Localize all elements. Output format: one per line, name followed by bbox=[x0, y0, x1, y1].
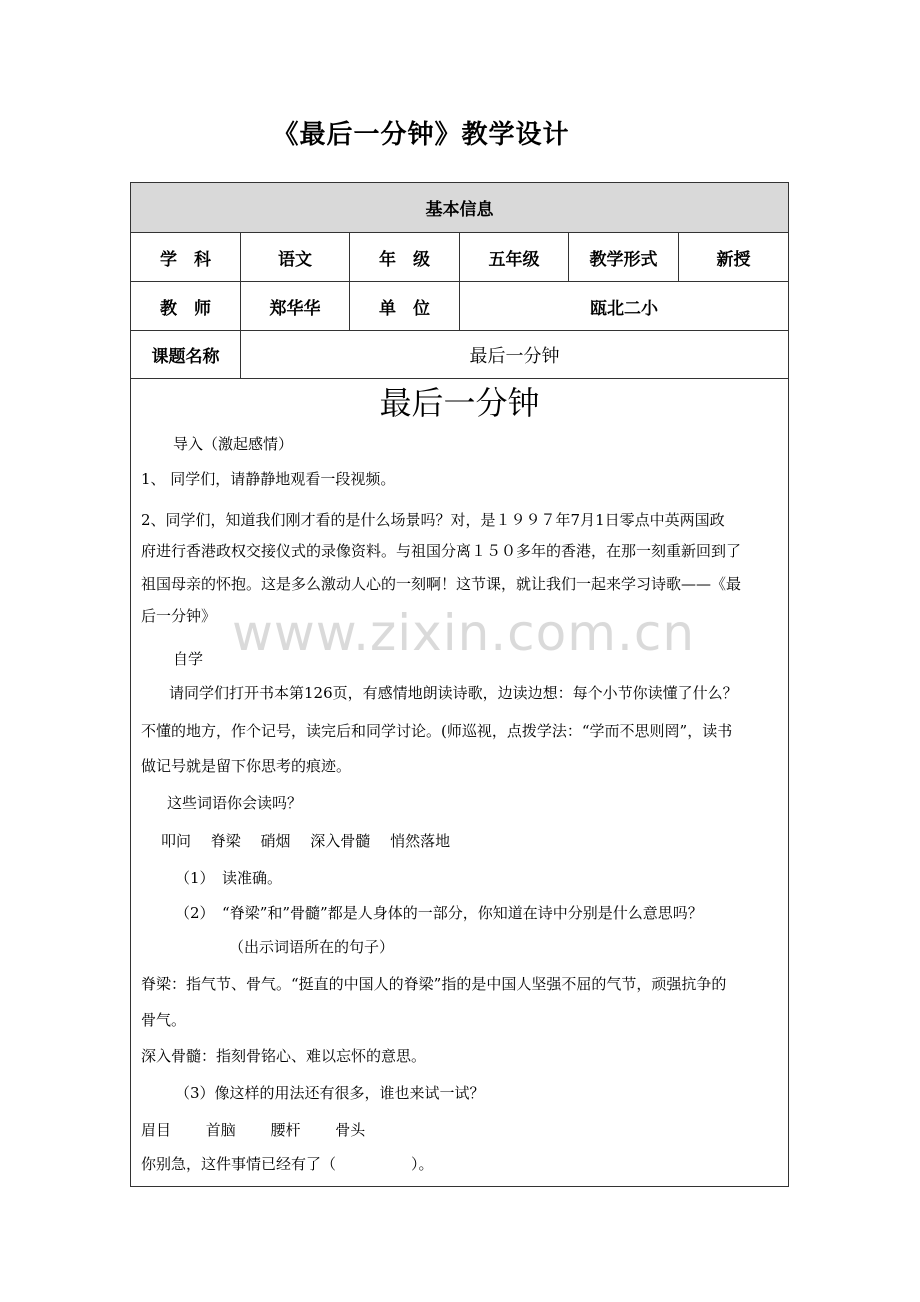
teacher-unit-row bbox=[131, 282, 788, 331]
form-label: 教学形式 bbox=[569, 233, 679, 281]
content-line: 1、 同学们，请静静地观看一段视频。 bbox=[141, 470, 396, 488]
content-line: 祖国母亲的怀抱。这是多么激动人心的一刻啊！这节课，就让我们一起来学习诗歌——《最 bbox=[141, 575, 742, 593]
document-title: 《最后一分钟》教学设计 bbox=[272, 120, 570, 150]
teacher-label: 教 师 bbox=[131, 282, 241, 330]
content-line: 脊梁：指气节、骨气。“挺直的中国人的脊梁”指的是中国人坚强不屈的气节，顽强抗争的 bbox=[141, 975, 727, 993]
subject-value: 语文 bbox=[241, 233, 350, 281]
watermark: www.zixin.com.cn bbox=[232, 604, 696, 662]
content-line: 不懂的地方，作个记号，读完后和同学讨论。(师巡视，点拨学法：“学而不思则罔”，读书 bbox=[141, 722, 733, 740]
lesson-title: 最后一分钟 bbox=[379, 384, 540, 422]
content-line: 眉目 首脑 腰杆 骨头 bbox=[141, 1121, 366, 1139]
unit-value: 瓯北二小 bbox=[590, 298, 658, 319]
content-line: （1） 读准确。 bbox=[175, 869, 283, 887]
form-value: 新授 bbox=[716, 249, 751, 270]
subject-grade-row bbox=[131, 233, 788, 282]
content-line: 导入（激起感情） bbox=[173, 435, 294, 453]
info-header: 基本信息 bbox=[425, 200, 494, 220]
teacher-value: 郑华华 bbox=[241, 282, 350, 330]
content-line: 自学 bbox=[173, 650, 204, 668]
info-header-row bbox=[131, 183, 788, 233]
unit-label: 单 位 bbox=[350, 282, 460, 330]
topic-row bbox=[131, 331, 788, 379]
content-line: 2、同学们，知道我们刚才看的是什么场景吗？对，是１９９７年7月1日零点中英两国政 bbox=[141, 511, 725, 529]
content-line: 这些词语你会读吗？ bbox=[167, 794, 303, 812]
topic-value: 最后一分钟 bbox=[469, 345, 560, 367]
subject-label: 学 科 bbox=[131, 233, 241, 281]
content-line: 请同学们打开书本第126页，有感情地朗读诗歌，边读边想：每个小节你读懂了什么？ bbox=[169, 684, 738, 702]
content-line: （3）像这样的用法还有很多，谁也来试一试？ bbox=[175, 1084, 485, 1102]
content-line: 做记号就是留下你思考的痕迹。 bbox=[141, 757, 352, 775]
content-line: 府进行香港政权交接仪式的录像资料。与祖国分离１５０多年的香港，在那一刻重新回到了 bbox=[141, 542, 742, 560]
content-line: （出示词语所在的句子） bbox=[229, 938, 395, 956]
grade-value: 五年级 bbox=[460, 233, 569, 281]
topic-label: 课题名称 bbox=[131, 331, 241, 378]
content-line: （2） “脊梁”和”骨髓”都是人身体的一部分，你知道在诗中分别是什么意思吗？ bbox=[175, 904, 703, 922]
lesson-plan-table bbox=[130, 182, 789, 1187]
content-line: 你别急，这件事情已经有了（ ）。 bbox=[141, 1155, 434, 1173]
content-line: 后一分钟》 bbox=[141, 607, 217, 625]
grade-label: 年 级 bbox=[350, 233, 460, 281]
content-line: 骨气。 bbox=[141, 1011, 187, 1029]
lesson-content bbox=[131, 379, 788, 1186]
content-line: 叩问 脊梁 硝烟 深入骨髓 悄然落地 bbox=[161, 832, 451, 850]
content-line: 深入骨髓：指刻骨铭心、难以忘怀的意思。 bbox=[141, 1047, 427, 1065]
